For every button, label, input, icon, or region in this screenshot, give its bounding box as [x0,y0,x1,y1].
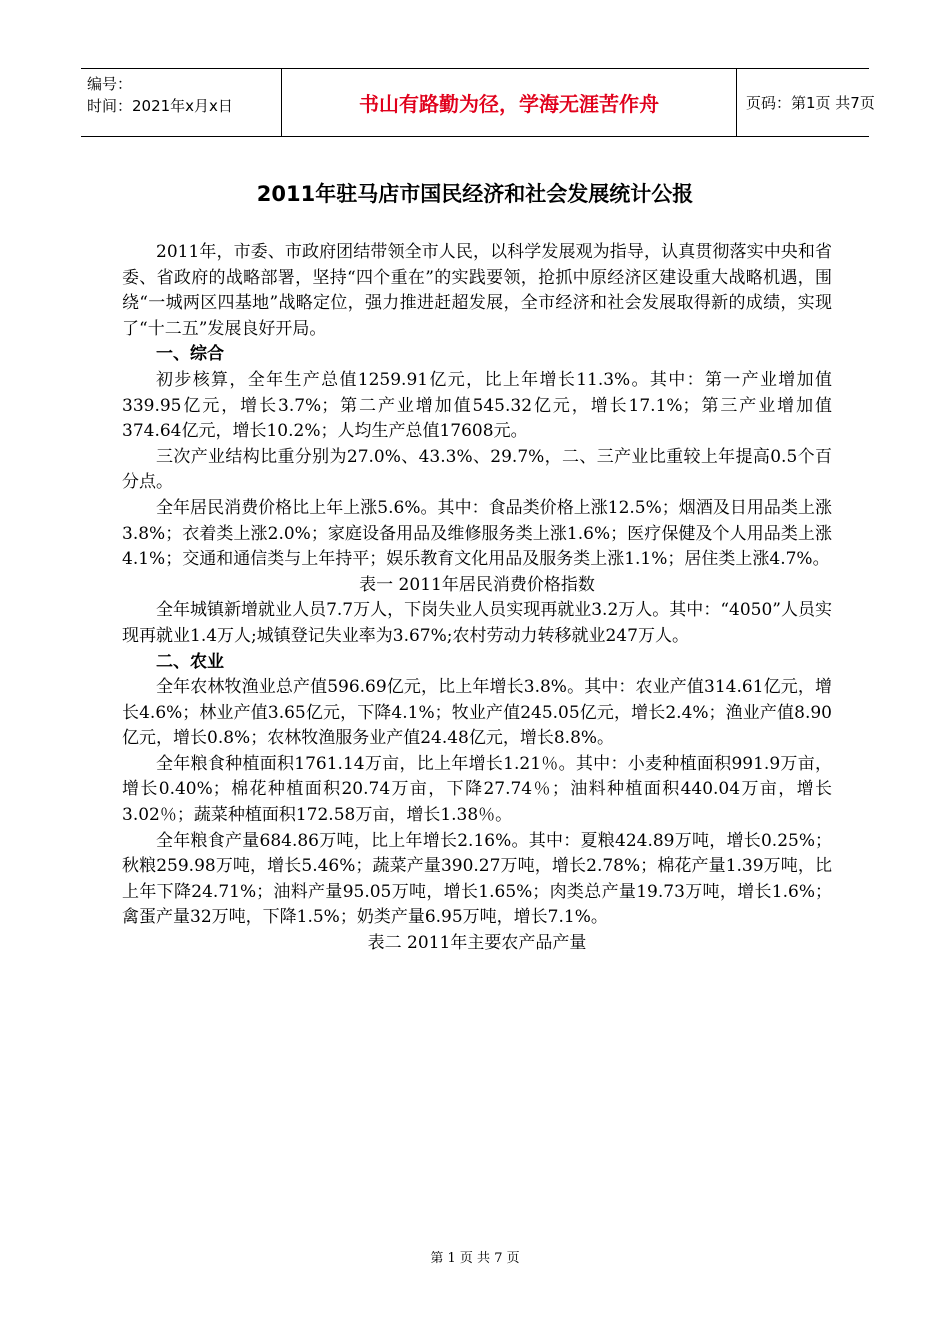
section-heading-agriculture: 二、农业 [156,651,224,672]
document-date: 时间：2021年x月x日 [87,97,233,115]
body-paragraph: 三次产业结构比重分别为27.0%、43.3%、29.7%，二、三产业比重较上年提高0.5个百分点。 [122,446,832,493]
body-paragraph: 全年居民消费价格比上年上涨5.6%。其中：食品类价格上涨12.5%；烟酒及日用品类上涨3.8%；衣着类上涨2.0%；家庭设备用品及维修服务类上涨1.6%；医疗保健及个人用品类上涨4.1%；交通和通信类与上年持平；娱乐教育文化用品及服务类上涨1.1%；居住类上涨4.7%。 [122,497,832,570]
body-paragraph: 全年粮食种植面积1761.14万亩，比上年增长1.21％。其中：小麦种植面积991.9万亩，增长0.40%；棉花种植面积20.74万亩，下降27.74％；油料种植面积440.04万亩，增长3.02％；蔬菜种植面积172.58万亩，增长1.38％。 [122,753,832,826]
table-caption: 表一 2011年居民消费价格指数 [359,574,595,595]
section-heading-overview: 一、综合 [156,344,224,365]
document-number-label: 编号： [87,75,133,93]
header-motto: 书山有路勤为径，学海无涯苦作舟 [281,69,737,136]
body-paragraph: 初步核算，全年生产总值1259.91亿元，比上年增长11.3%。其中：第一产业增加值339.95亿元，增长3.7%；第二产业增加值545.32亿元，增长17.1%；第三产业增加值374.64亿元，增长10.2%；人均生产总值17608元。 [122,369,832,442]
body-paragraph: 全年粮食产量684.86万吨，比上年增长2.16%。其中：夏粮424.89万吨，增长0.25%；秋粮259.98万吨，增长5.46%；蔬菜产量390.27万吨，增长2.78%；棉花产量1.39万吨，比上年下降24.71%；油料产量95.05万吨，增长1.65%；肉类总产量19.73万吨，增长1.6%；禽蛋产量32万吨，下降1.5%；奶类产量6.95万吨，增长7.1%。 [122,830,832,928]
body-paragraph: 全年城镇新增就业人员7.7万人，下岗失业人员实现再就业3.2万人。其中：“4050”人员实现再就业1.4万人;城镇登记失业率为3.67%;农村劳动力转移就业247万人。 [122,600,832,646]
header-meta [81,69,281,136]
header-page-info: 页码：第1页 共7页 [746,94,875,112]
table-caption: 表二 2011年主要农产品产量 [367,933,587,954]
page-footer: 第 1 页 共 7 页 [430,1251,520,1266]
body-paragraph: 全年农林牧渔业总产值596.69亿元，比上年增长3.8%。其中：农业产值314.61亿元，增长4.6%；林业产值3.65亿元，下降4.1%；牧业产值245.05亿元，增长2.4%；渔业产值8.90亿元，增长0.8%；农林牧渔服务业产值24.48亿元，增长8.8%。 [122,677,832,749]
page-header [81,68,875,137]
document-body [122,240,832,957]
document-title: 2011年驻马店市国民经济和社会发展统计公报 [256,182,694,206]
intro-paragraph: 2011年，市委、市政府团结带领全市人民，以科学发展观为指导，认真贯彻落实中央和省委、省政府的战略部署，坚持“四个重在”的实践要领，抢抓中原经济区建设重大战略机遇，围绕“一城两区四基地”战略定位，强力推进赶超发展，全市经济和社会发展取得新的成绩，实现了“十二五”发展良好开局。 [122,242,832,339]
